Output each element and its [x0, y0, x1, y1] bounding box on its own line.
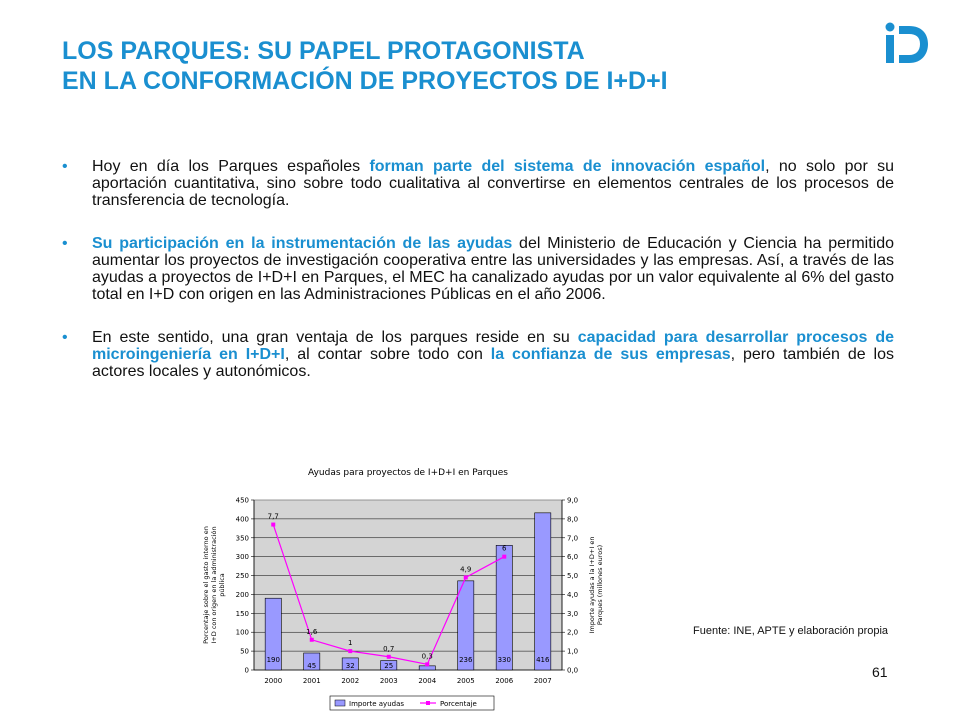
data-point	[464, 575, 468, 579]
source-note: Fuente: INE, APTE y elaboración propia	[693, 625, 889, 637]
y-tick-label-right: 9,0	[567, 496, 579, 505]
bullet-item-2	[62, 235, 894, 303]
legend-label: Porcentaje	[440, 700, 477, 708]
bar-value-label: 236	[459, 656, 473, 664]
y-tick-label-left: 350	[235, 534, 249, 543]
x-tick-label: 2000	[264, 677, 283, 685]
x-tick-label: 2007	[533, 677, 552, 685]
x-tick-label: 2001	[302, 677, 321, 685]
y-tick-label-left: 400	[235, 515, 249, 524]
point-value-label: 1	[348, 639, 353, 648]
data-point	[502, 555, 506, 559]
point-value-label: 4,9	[460, 565, 472, 574]
y-tick-label-left: 300	[235, 553, 249, 562]
point-value-label: 1,6	[306, 627, 318, 636]
y-tick-label-right: 3,0	[567, 609, 579, 618]
legend-label: Importe ayudas	[349, 700, 405, 708]
bullet-text: Hoy en día los Parques españoles	[92, 158, 370, 175]
y-tick-label-right: 8,0	[567, 515, 579, 524]
y-tick-label-right: 6,0	[567, 553, 579, 562]
bar-value-label: 45	[307, 662, 317, 670]
page-title	[62, 36, 882, 96]
point-value-label: 0,7	[383, 644, 395, 653]
data-point	[310, 638, 314, 642]
y-axis-title-left: pública	[218, 573, 226, 597]
funding-chart	[196, 460, 620, 720]
bar-value-label: 25	[384, 662, 394, 670]
y-tick-label-right: 5,0	[567, 572, 579, 581]
y-tick-label-right: 7,0	[567, 534, 579, 543]
chart-title: Ayudas para proyectos de I+D+I en Parques	[308, 468, 508, 478]
y-tick-label-left: 450	[235, 496, 249, 505]
data-point	[271, 523, 275, 527]
title-line-1: LOS PARQUES: SU PAPEL PROTAGONISTA	[62, 37, 585, 65]
x-tick-label: 2005	[456, 677, 475, 685]
y-tick-label-left: 250	[235, 572, 249, 581]
point-value-label: 6	[502, 544, 507, 553]
bullet-highlight: forman parte del sistema de innovación español	[369, 158, 766, 175]
legend-swatch-marker	[426, 701, 430, 705]
bar	[535, 513, 551, 670]
x-tick-label: 2006	[495, 677, 514, 685]
bullet-marker: •	[62, 158, 68, 175]
bullet-list	[62, 158, 894, 406]
bar-value-label: 330	[497, 656, 511, 664]
bullet-highlight: Su participación en la instrumentación de las ayudas	[92, 235, 513, 252]
y-tick-label-left: 50	[240, 647, 249, 656]
bullet-text: En este sentido, una gran ventaja de los parques reside en su	[92, 329, 578, 346]
point-value-label: 0,3	[421, 652, 433, 661]
bar-value-label: 416	[536, 656, 550, 664]
page-number: 61	[872, 664, 888, 680]
bar	[496, 545, 512, 670]
bar-value-label: 190	[266, 656, 280, 664]
legend-swatch-bar	[335, 700, 345, 706]
y-axis-title-left: I+D con origen en la administración	[210, 526, 218, 644]
y-tick-label-right: 4,0	[567, 590, 579, 599]
bullet-marker: •	[62, 235, 68, 252]
bullet-item-1	[62, 158, 894, 209]
title-line-2: EN LA CONFORMACIÓN DE PROYECTOS DE I+D+I	[62, 67, 668, 95]
bullet-highlight: la confianza de sus empresas	[490, 346, 731, 363]
bar	[419, 666, 435, 670]
bullet-text: , pero también de los actores locales y autonómicos.	[92, 346, 895, 380]
data-point	[387, 655, 391, 659]
id-logo-icon	[883, 20, 931, 68]
bullet-text: , no solo por su aportación cuantitativa, sino sobre todo cualitativa al convertirse en elementos centrales de los procesos de transferencia de tecnología.	[92, 158, 895, 209]
y-axis-title-right: Importe ayudas a la I+D+I en	[588, 536, 596, 634]
x-tick-label: 2004	[418, 677, 437, 685]
bullet-item-3	[62, 329, 894, 380]
data-point	[348, 649, 352, 653]
data-point	[425, 662, 429, 666]
y-tick-label-left: 200	[235, 590, 249, 599]
bullet-text: , al contar sobre todo con	[284, 346, 491, 363]
bullet-highlight: capacidad para desarrollar procesos de microingeniería en I+D+I	[92, 329, 894, 363]
y-tick-label-left: 0	[244, 666, 249, 675]
y-tick-label-right: 1,0	[567, 647, 579, 656]
y-tick-label-right: 2,0	[567, 628, 579, 637]
y-axis-title-right: Parques (millones euros)	[596, 544, 604, 626]
plot-area	[254, 500, 562, 670]
bullet-marker: •	[62, 329, 68, 346]
x-tick-label: 2003	[379, 677, 398, 685]
y-tick-label-left: 150	[235, 609, 249, 618]
point-value-label: 7,7	[267, 512, 279, 521]
y-tick-label-right: 0,0	[567, 666, 579, 675]
y-tick-label-left: 100	[235, 628, 249, 637]
bar-value-label: 32	[345, 662, 355, 670]
y-axis-title-left: Porcentaje sobre el gasto interno en	[202, 526, 210, 644]
x-tick-label: 2002	[341, 677, 360, 685]
bullet-text: del Ministerio de Educación y Ciencia ha permitido aumentar los proyectos de investigación cooperativa entre las universidades y las empresas. Así, a través de las ayudas a proyectos de I+D+I en Parques, el MEC ha canalizado ayudas por un valor equivalente al 6% del gasto total en I+D con origen en las Administraciones Públicas en el año 2006.	[92, 235, 895, 303]
